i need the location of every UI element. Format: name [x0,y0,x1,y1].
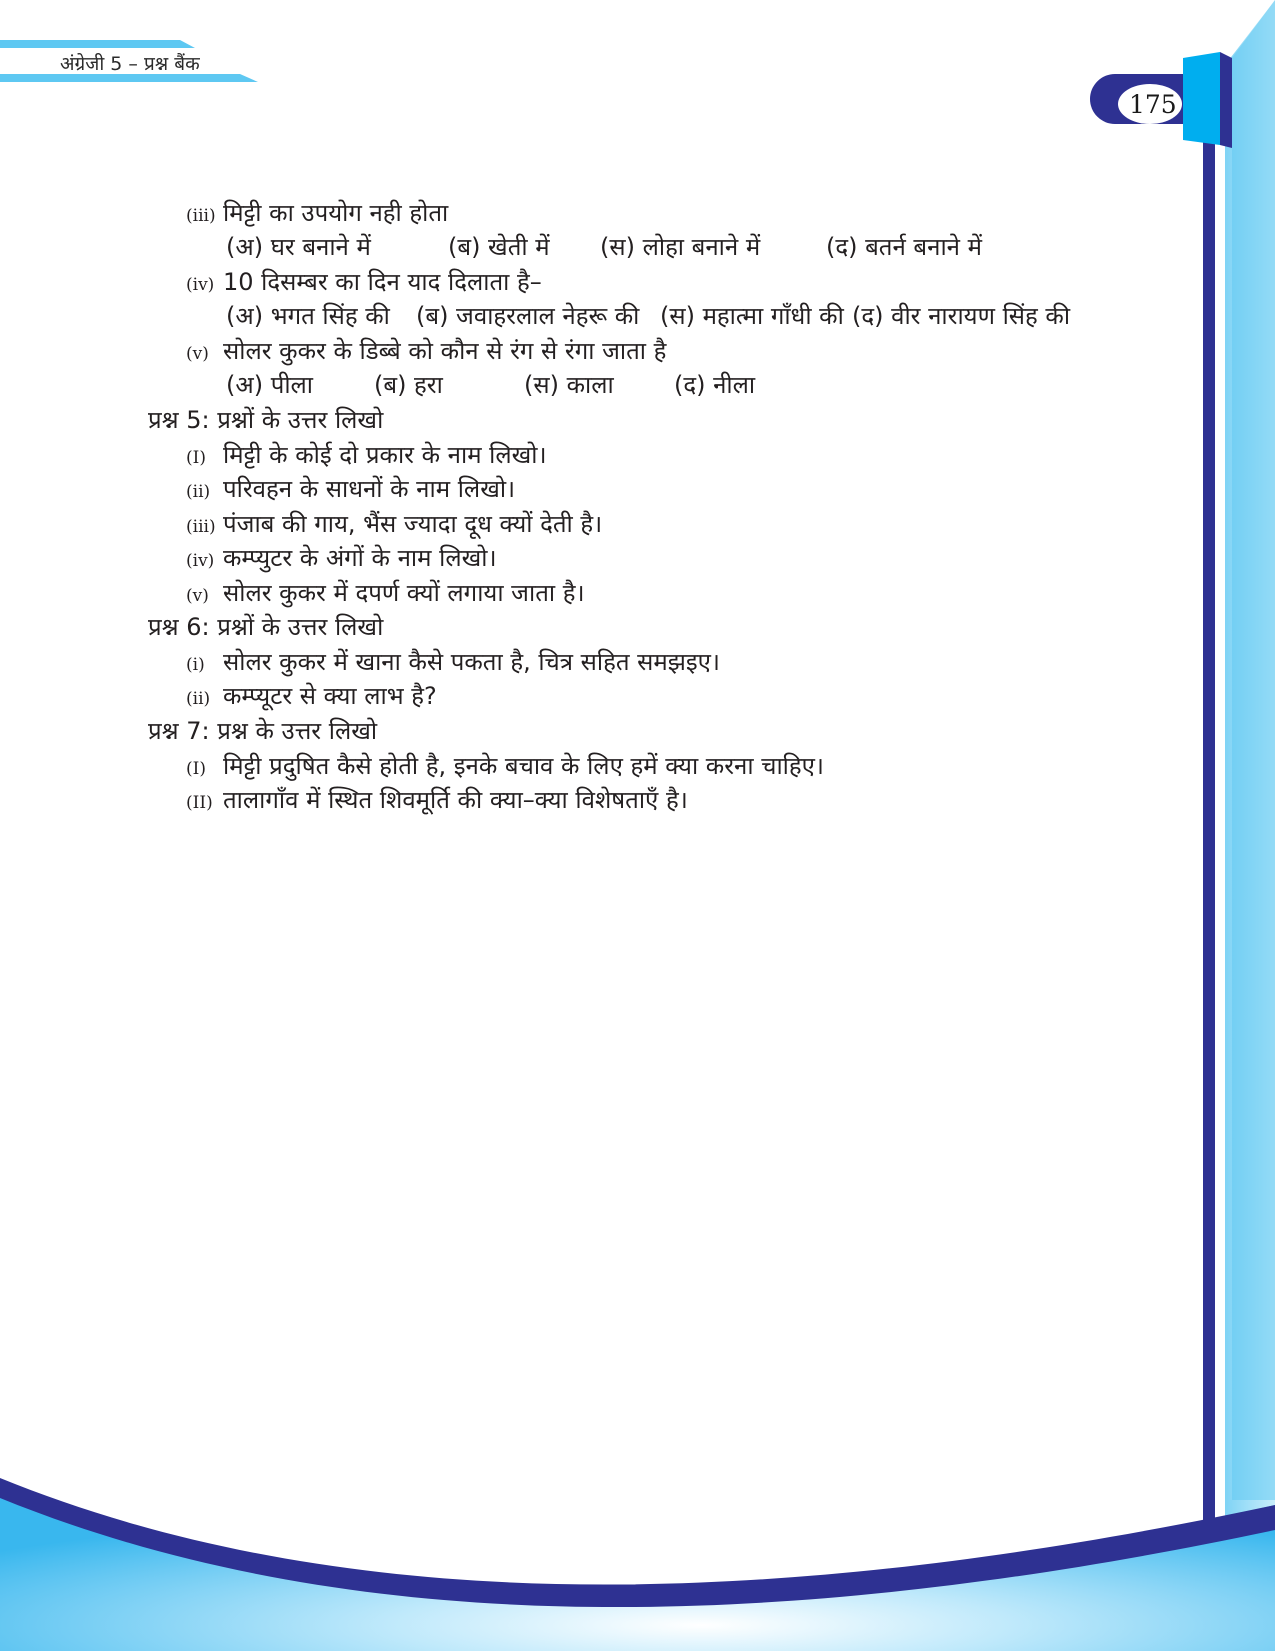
header-bar-top [0,40,195,48]
item-text: 10 दिसम्बर का दिन याद दिलाता है– [223,268,542,296]
side-panel-shade [1232,0,1275,1500]
option-b: (ब) जवाहरलाल नेहरू की [416,302,640,330]
item-text: सोलर कुकर के डिब्बे को कौन से रंग से रंगा जाता है [223,337,667,365]
option-b: (ब) हरा [374,371,443,399]
item-text: मिट्टी का उपयोग नही होता [223,199,449,227]
question-item [186,196,448,233]
question-item [186,749,824,786]
question-item [186,645,720,682]
option-d: (द) बतर्न बनाने में [826,233,982,261]
item-text: कम्प्युटर के अंगों के नाम लिखो। [223,544,497,572]
question-heading: प्रश्न 6: प्रश्नों के उत्तर लिखो [148,613,384,641]
option-d: (द) नीला [674,371,756,399]
option-b: (ब) खेती में [448,233,550,261]
tab-ribbon [1183,52,1220,145]
item-number: (iii) [186,517,216,537]
item-number: (i) [186,655,205,675]
question-item [186,334,666,371]
question-item [186,783,688,820]
item-number: (ii) [186,482,211,502]
side-dark-bar [1203,140,1215,1520]
tab-ribbon-dark [1220,52,1232,148]
item-text: कम्प्यूटर से क्या लाभ है? [223,682,437,710]
item-text: सोलर कुकर में खाना कैसे पकता है, चित्र सहित समझइए। [223,648,721,676]
question-item [186,679,437,716]
question-heading: प्रश्न 7: प्रश्न के उत्तर लिखो [148,717,378,745]
question-item [186,541,497,578]
item-text: पंजाब की गाय, भैंस ज्यादा दूध क्यों देती है। [223,510,603,538]
item-number: (v) [186,344,209,364]
item-text: परिवहन के साधनों के नाम लिखो। [223,475,516,503]
item-text: मिट्टी प्रदुषित कैसे होती है, इनके बचाव के लिए हमें क्या करना चाहिए। [223,752,824,780]
item-number: (II) [186,793,213,813]
option-a: (अ) पीला [226,371,314,399]
question-item [186,265,542,302]
item-number: (iii) [186,206,216,226]
item-number: (I) [186,759,206,779]
question-item [186,438,547,475]
option-c: (स) महात्मा गाँधी की [660,302,844,330]
question-item [186,507,602,544]
item-number: (iv) [186,551,215,571]
item-text: मिट्टी के कोई दो प्रकार के नाम लिखो। [223,441,547,469]
item-number: (I) [186,448,206,468]
item-number: (iv) [186,275,215,295]
option-c: (स) लोहा बनाने में [600,233,761,261]
option-c: (स) काला [524,371,614,399]
question-item [186,472,515,509]
options-row [226,299,1126,333]
book-title: अंग्रेजी 5 – प्रश्न बैंक [60,53,200,75]
option-a: (अ) घर बनाने में [226,233,371,261]
item-text: तालागाँव में स्थित शिवमूर्ति की क्या–क्या विशेषताएँ है। [223,786,688,814]
item-text: सोलर कुकर में दपर्ण क्यों लगाया जाता है। [223,579,585,607]
options-row [226,368,926,402]
options-row [226,230,1126,264]
item-number: (ii) [186,689,211,709]
item-number: (v) [186,586,209,606]
page-number: 175 [1129,90,1177,119]
question-heading: प्रश्न 5: प्रश्नों के उत्तर लिखो [148,406,384,434]
question-item [186,576,585,613]
option-a: (अ) भगत सिंह की [226,302,390,330]
option-d: (द) वीर नारायण सिंह की [852,302,1071,330]
